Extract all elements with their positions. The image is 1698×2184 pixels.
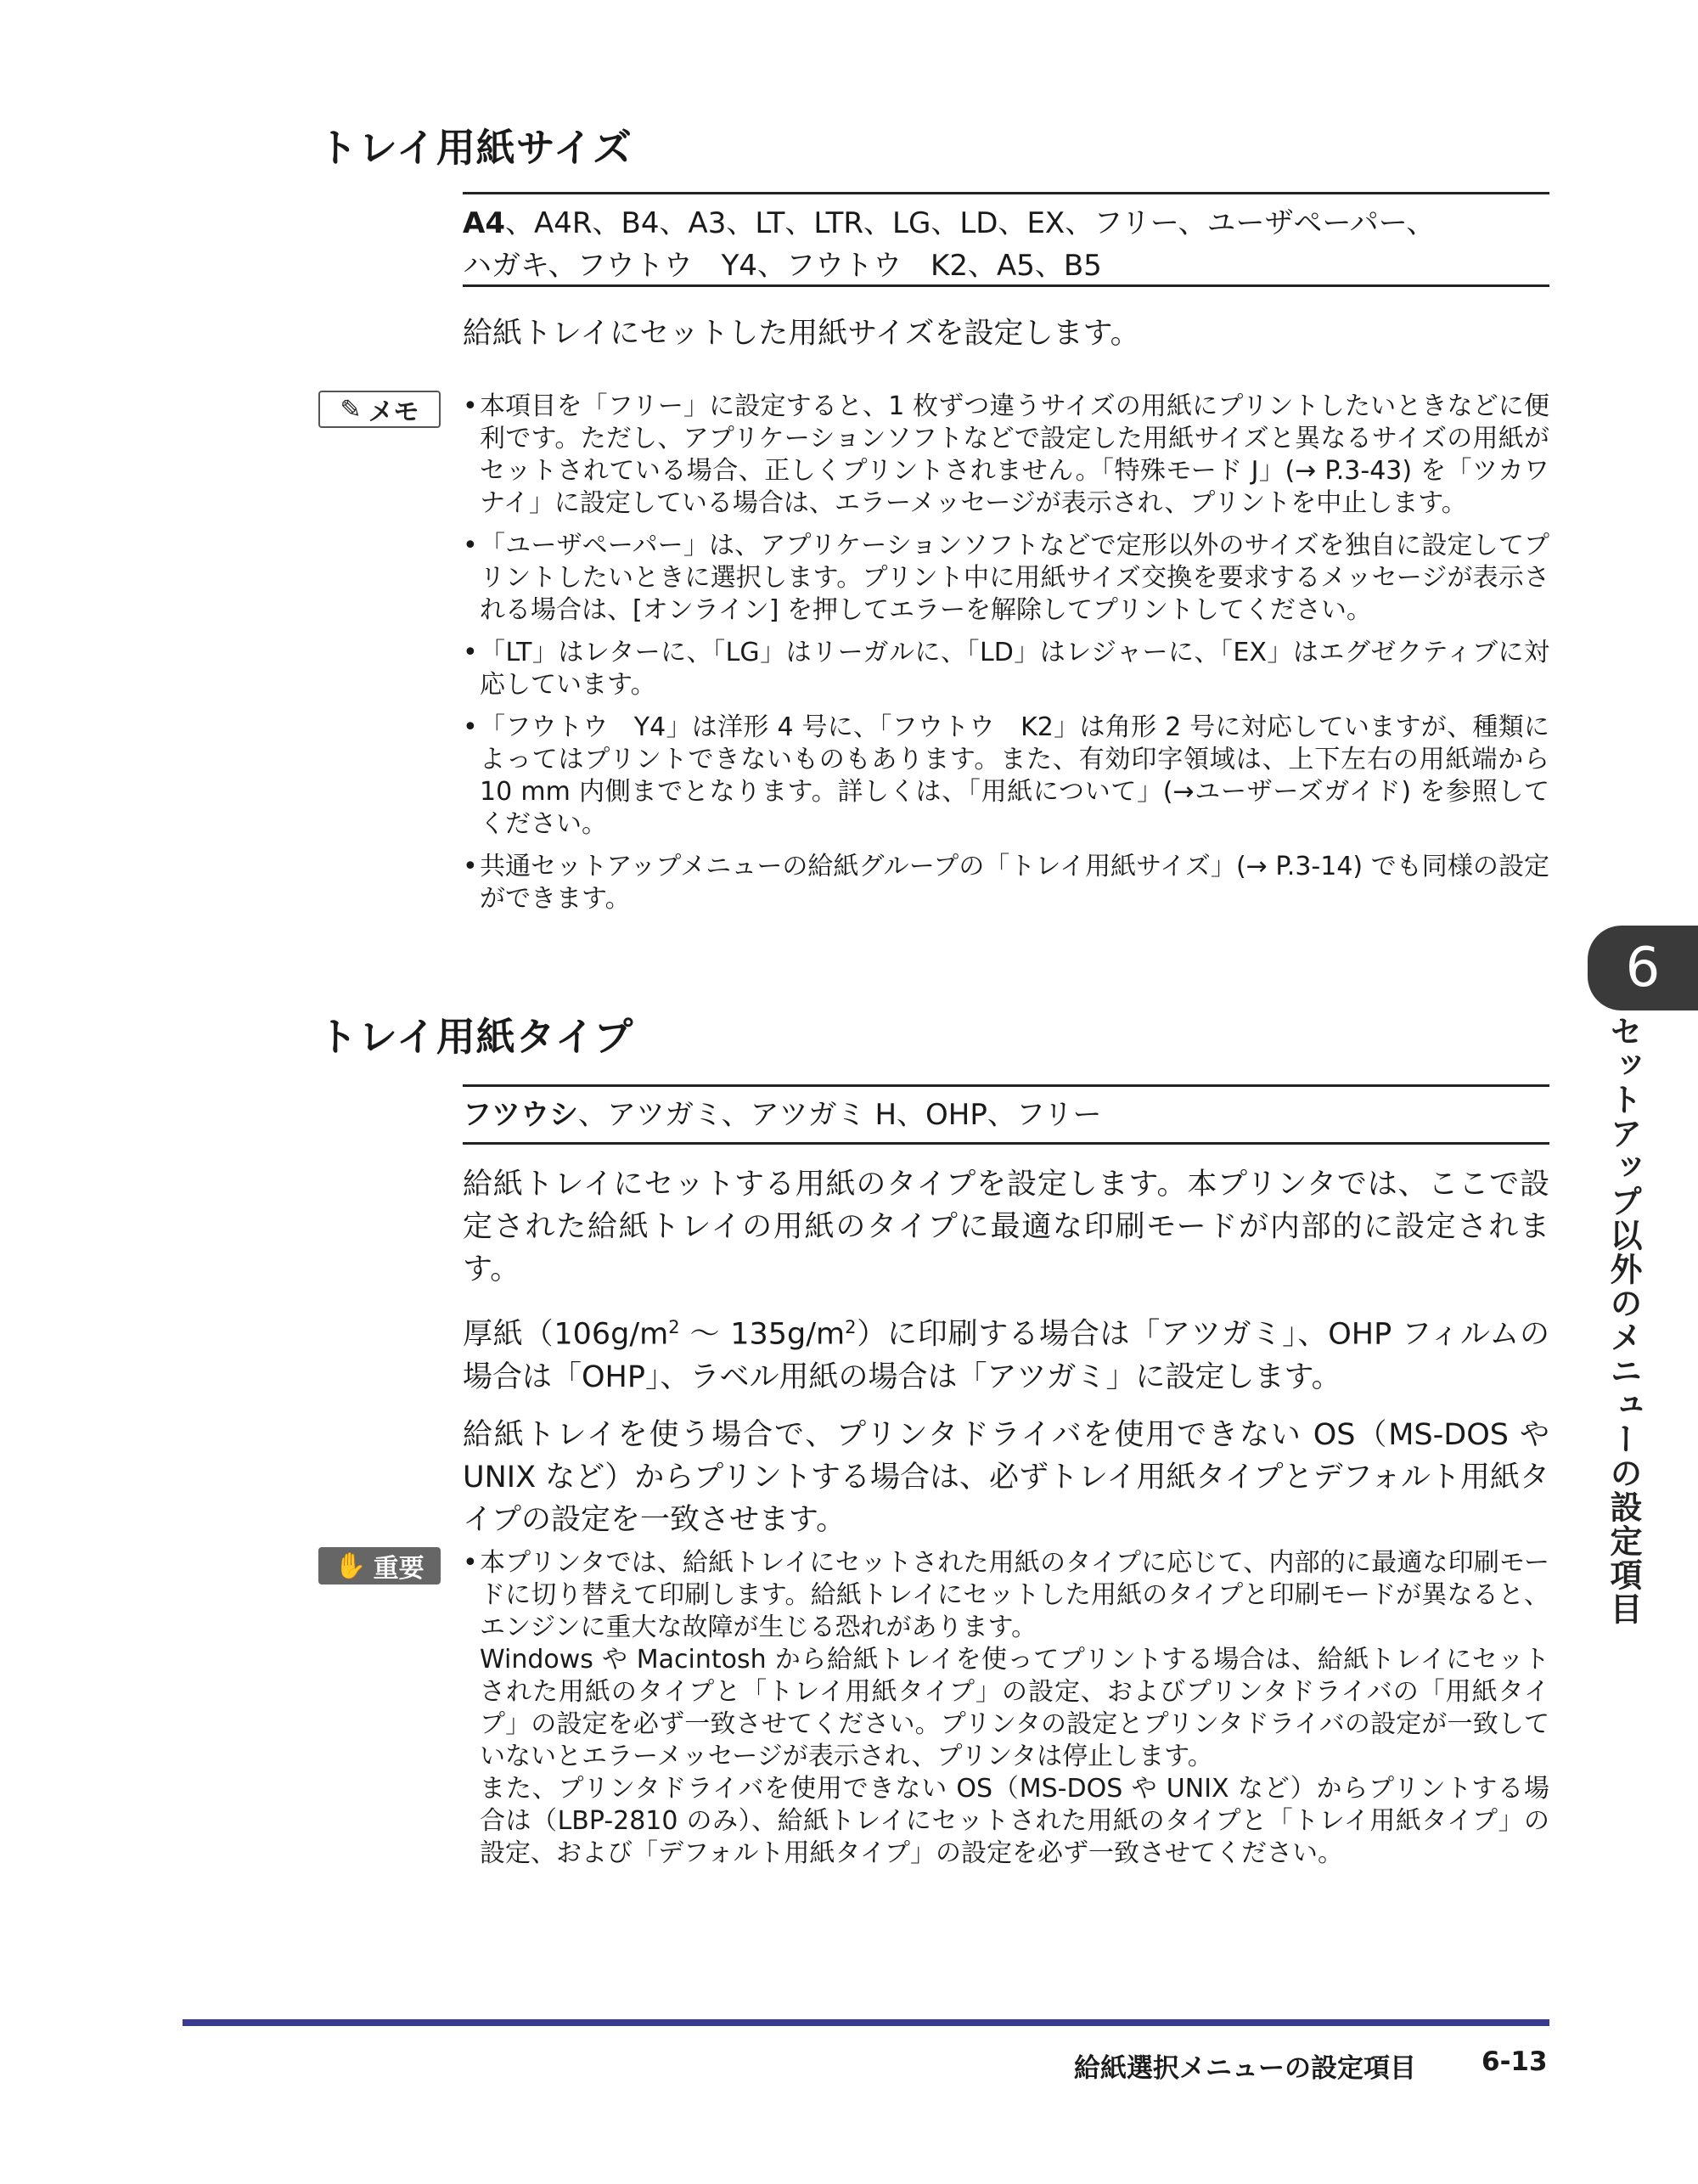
page-number: 6-13 (1482, 2046, 1548, 2077)
memo-item: • 共通セットアップメニューの給紙グループの「トレイ用紙サイズ」(→ P.3-14) でも同様の設定ができます。 (463, 851, 1549, 915)
important-badge (318, 1547, 441, 1585)
section-title-tray-paper-size: トレイ用紙サイズ (318, 125, 633, 171)
chapter-vertical-title: セットアップ以外のメニューの設定項目 (1605, 1015, 1642, 1626)
section-description (463, 312, 1549, 370)
hand-icon: ✋ (335, 1551, 367, 1581)
default-value: A4 (463, 206, 505, 240)
divider-bottom-2 (463, 1142, 1549, 1145)
footer-section-title: 給紙選択メニューの設定項目 (1074, 2053, 1416, 2084)
body-paragraph-1: 給紙トレイにセットする用紙のタイプを設定します。本プリンタでは、ここで設定された給紙トレイの用紙のタイプに最適な印刷モードが内部的に設定されます。 (463, 1168, 1549, 1286)
memo-badge (318, 391, 441, 428)
settings-values-2 (463, 1094, 1549, 1136)
important-label: 重要 (373, 1554, 424, 1584)
body-paragraph-2: 厚紙（$106g/m^2$ ～ $135g/m^2$）に印刷する場合は「アツガミ」、OHP フィルムの場合は「OHP」、ラベル用紙の場合は「アツガミ」に設定します。 (463, 1317, 1549, 1394)
memo-label: メモ (368, 397, 419, 427)
other-values-2: 、アツガミ、アツガミ H、OHP、フリー (578, 1098, 1102, 1132)
default-value-2: フツウシ (463, 1098, 578, 1132)
settings-values (463, 202, 1549, 287)
important-list (463, 1547, 1549, 1880)
memo-item: • 「LT」はレターに、「LG」はリーガルに、「LD」はレジャーに、「EX」はエグゼクティブに対応しています。 (463, 637, 1549, 701)
memo-item: • 「フウトウ Y4」は洋形 4 号に、「フウトウ K2」は角形 2 号に対応していますが、種類によってはプリントできないものもあります。また、有効印字領域は、上下左右の用紙端から 10 mm 内側までとなります。詳しくは、「用紙について」(→ユーザーズガイド) を参照してください。 (463, 712, 1549, 841)
other-values-line2: ハガキ、フウトウ Y4、フウトウ K2、A5、B5 (463, 249, 1102, 283)
description-text: 給紙トレイにセットした用紙サイズを設定します。 (463, 317, 1140, 351)
memo-item: • 「ユーザペーパー」は、アプリケーションソフトなどで定形以外のサイズを独自に設定してプリントしたいときに選択します。プリント中に用紙サイズ交換を要求するメッセージが表示される場合は、[オンライン] を押してエラーを解除してプリントしてください。 (463, 530, 1549, 627)
section-title-tray-paper-type: トレイ用紙タイプ (318, 1014, 634, 1060)
other-values: 、A4R、B4、A3、LT、LTR、LG、LD、EX、フリー、ユーザペーパー、 (504, 206, 1436, 240)
divider-bottom (463, 284, 1549, 287)
divider-top-2 (463, 1084, 1549, 1087)
memo-item: • 本項目を「フリー」に設定すると、1 枚ずつ違うサイズの用紙にプリントしたいときなどに便利です。ただし、アプリケーションソフトなどで設定した用紙サイズと異なるサイズの用紙がセットされている場合、正しくプリントされません。「特殊モード J」(→ P.3-43) を「ツカワナイ」に設定している場合は、エラーメッセージが表示され、プリントを中止します。 (463, 391, 1549, 520)
divider-top (463, 192, 1549, 194)
memo-list (463, 391, 1549, 926)
footer-rule (183, 2019, 1549, 2026)
important-item: • 本プリンタでは、給紙トレイにセットされた用紙のタイプに応じて、内部的に最適な印刷モードに切り替えて印刷します。給紙トレイにセットした用紙のタイプと印刷モードが異なると、エンジンに重大な故障が生じる恐れがあります。 Windows や Macintosh から給紙トレイを使ってプリントする場合は、給紙トレイにセットされた用紙のタイプと「トレイ用紙タイプ」の設定、およびプリンタドライバの「用紙タイプ」の設定を必ず一致させてください。プリンタの設定とプリンタドライバの設定が一致していないとエラーメッセージが表示され、プリンタは停止します。 また、プリンタドライバを使用できない OS（MS-DOS や UNIX など）からプリントする場合は（LBP-2810 のみ）、給紙トレイにセットされた用紙のタイプと「トレイ用紙タイプ」の設定、および「デフォルト用紙タイプ」の設定を必ず一致させてください。 (463, 1547, 1549, 1870)
pencil-icon: ✎ (340, 394, 362, 425)
section2-body (463, 1163, 1549, 1556)
body-paragraph-3: 給紙トレイを使う場合で、プリンタドライバを使用できない OS（MS-DOS や UNIX など）からプリントする場合は、必ずトレイ用紙タイプとデフォルト用紙タイプの設定を一致させます。 (463, 1417, 1549, 1537)
chapter-tab: 6 (1588, 926, 1698, 1010)
